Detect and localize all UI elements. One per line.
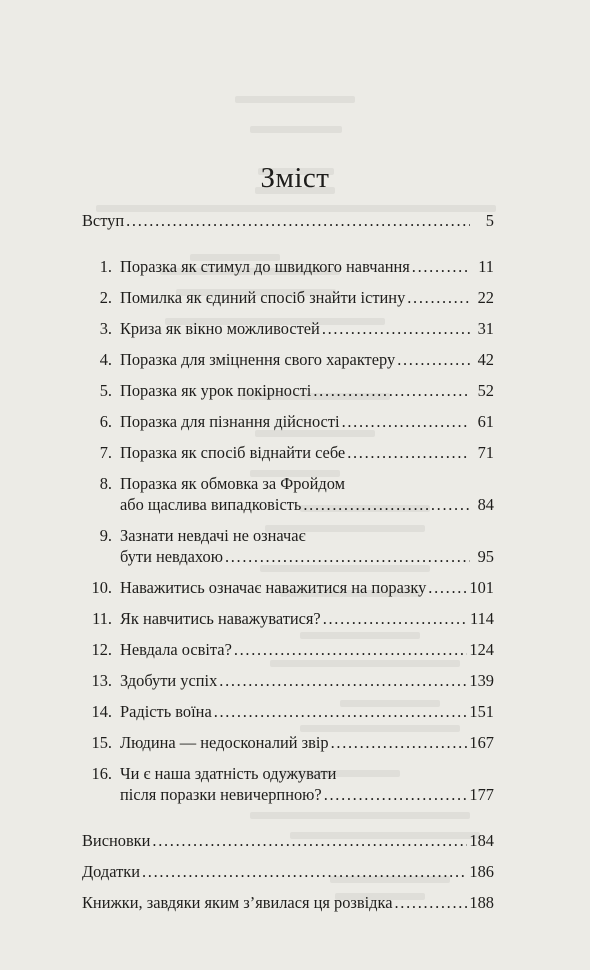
toc-entry-title: Поразка як урок покірності (120, 381, 312, 400)
toc-page-number: 167 (469, 733, 494, 752)
toc-entry-title: Поразка для пізнання дійсності (120, 412, 340, 431)
dot-leader (323, 608, 468, 629)
dot-leader (324, 784, 468, 805)
toc-page-number: 124 (469, 640, 494, 659)
toc-page-number: 71 (477, 443, 494, 462)
toc-entry-chapter-9[interactable] (82, 525, 494, 567)
dot-leader (303, 494, 470, 515)
toc-page-number: 139 (469, 671, 494, 690)
dot-leader (397, 349, 470, 370)
dot-leader (126, 210, 470, 231)
toc-page-number: 42 (477, 350, 494, 369)
toc-entry-chapter-8[interactable] (82, 473, 494, 515)
toc-entry-title: Радість воїна (120, 702, 212, 721)
chapter-number: 9. (99, 526, 112, 545)
toc-entry-title: Помилка як єдиний спосіб знайти істину (120, 288, 406, 307)
toc-entry-chapter-1[interactable] (82, 256, 494, 277)
toc-page-number: 101 (469, 578, 494, 597)
chapter-number: 3. (99, 319, 112, 338)
toc-page-number: 114 (470, 609, 494, 628)
chapter-number: 16. (91, 764, 112, 783)
toc-page-number: 188 (469, 893, 494, 912)
toc-entry-chapter-2[interactable] (82, 287, 494, 308)
toc-entry-chapter-14[interactable] (82, 701, 494, 722)
toc-entry-title: Поразка як спосіб віднайти себе (120, 443, 346, 462)
toc-entry-title: Поразка для зміцнення свого характеру (120, 350, 396, 369)
toc-entry-title: Додатки (82, 862, 140, 881)
chapter-number: 5. (99, 381, 112, 400)
toc-page-number: 95 (477, 547, 494, 566)
chapter-number: 6. (99, 412, 112, 431)
dot-leader (313, 380, 470, 401)
dot-leader (214, 701, 468, 722)
dot-leader (347, 442, 470, 463)
toc-entry-chapter-15[interactable] (82, 732, 494, 753)
dot-leader (234, 639, 468, 660)
dot-leader (412, 256, 470, 277)
chapter-number: 2. (99, 288, 112, 307)
toc-page-number: 186 (469, 862, 494, 881)
toc-entry-title: Як навчитись наважуватися? (120, 609, 321, 628)
chapter-number: 1. (99, 257, 112, 276)
toc-entry-chapter-11[interactable] (82, 608, 494, 629)
chapter-number: 13. (91, 671, 112, 690)
toc-entry-bibliography[interactable] (82, 892, 494, 913)
toc-entry-chapter-4[interactable] (82, 349, 494, 370)
toc-entry-chapter-12[interactable] (82, 639, 494, 660)
toc-page-number: 52 (477, 381, 494, 400)
dot-leader (428, 577, 467, 598)
toc-entry-title-line-1: Поразка як обмовка за Фройдом (120, 474, 345, 493)
toc-entry-title: Висновки (82, 831, 151, 850)
toc-entry-chapter-6[interactable] (82, 411, 494, 432)
toc-entry-chapter-10[interactable] (82, 577, 494, 598)
toc-page-number: 84 (477, 495, 494, 514)
toc-entry-title: Книжки, завдяки яким з’явилася ця розвідка (82, 893, 393, 912)
dot-leader (342, 411, 470, 432)
chapter-number: 4. (99, 350, 112, 369)
toc-entry-title: Наважитись означає наважитися на поразку (120, 578, 427, 597)
toc-page-number: 5 (485, 211, 494, 230)
toc-entry-title: Вступ (82, 211, 125, 230)
dot-leader (322, 318, 470, 339)
toc-entry-intro[interactable] (82, 210, 494, 231)
dot-leader (395, 892, 468, 913)
table-of-contents (82, 210, 494, 923)
toc-entry-title-line-1: Чи є наша здатність одужувати (120, 764, 337, 783)
toc-page-number: 151 (469, 702, 494, 721)
toc-page-number: 11 (478, 257, 494, 276)
toc-page-number: 177 (469, 785, 494, 804)
toc-entry-chapter-3[interactable] (82, 318, 494, 339)
chapter-number: 15. (91, 733, 112, 752)
dot-leader (142, 861, 467, 882)
toc-entry-title-line-1: Зазнати невдачі не означає (120, 526, 306, 545)
chapter-number: 10. (91, 578, 112, 597)
dot-leader (331, 732, 468, 753)
toc-entry-chapter-7[interactable] (82, 442, 494, 463)
toc-entry-chapter-5[interactable] (82, 380, 494, 401)
toc-entry-title: Здобути успіх (120, 671, 218, 690)
toc-entry-title: Невдала освіта? (120, 640, 232, 659)
toc-entry-title-line-2: або щаслива випадковість (120, 495, 302, 514)
page-title: Зміст (260, 162, 330, 195)
dot-leader (407, 287, 470, 308)
toc-page-number: 184 (469, 831, 494, 850)
toc-entry-title: Криза як вікно можливостей (120, 319, 320, 338)
dot-leader (152, 830, 467, 851)
toc-entry-chapter-13[interactable] (82, 670, 494, 691)
toc-entry-title-line-2: після поразки невичерпною? (120, 785, 322, 804)
dot-leader (225, 546, 470, 567)
toc-page-number: 31 (477, 319, 494, 338)
toc-entry-title-line-2: бути невдахою (120, 547, 223, 566)
toc-entry-title: Поразка як стимул до швидкого навчання (120, 257, 410, 276)
dot-leader (219, 670, 467, 691)
chapter-number: 12. (91, 640, 112, 659)
toc-page-number: 61 (477, 412, 494, 431)
toc-entry-chapter-16[interactable] (82, 763, 494, 805)
chapter-number: 7. (99, 443, 112, 462)
toc-entry-title: Людина — недосконалий звір (120, 733, 329, 752)
toc-entry-conclusions[interactable] (82, 830, 494, 851)
toc-page-number: 22 (477, 288, 494, 307)
toc-entry-appendices[interactable] (82, 861, 494, 882)
chapter-number: 14. (91, 702, 112, 721)
chapter-number: 8. (99, 474, 112, 493)
chapter-number: 11. (92, 609, 112, 628)
